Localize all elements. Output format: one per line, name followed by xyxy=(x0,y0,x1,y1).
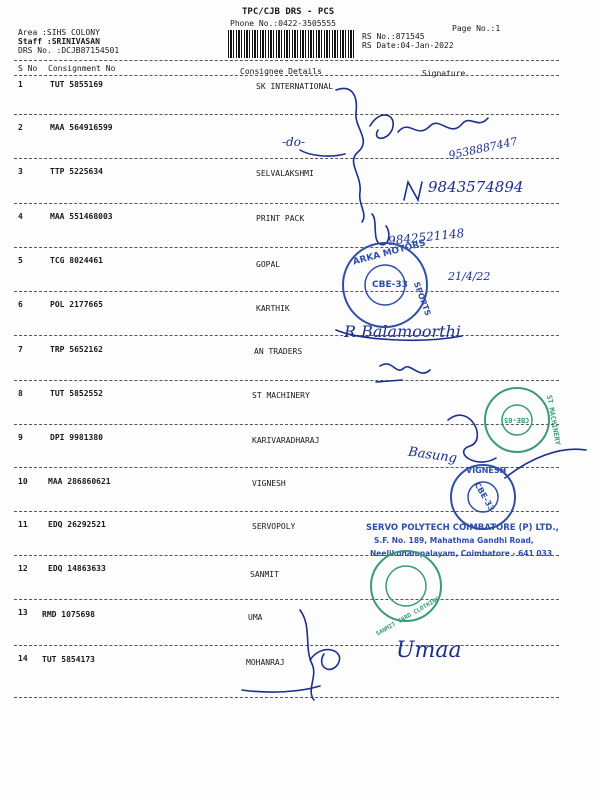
row-consignee-ditto: -do- xyxy=(282,135,306,149)
row-consignment: TRP 5652162 xyxy=(50,345,103,354)
signature-karthik: R.Balamoorthi xyxy=(344,322,462,341)
row-consignee: PRINT PACK xyxy=(256,214,305,223)
stamp-arka-top: ARKA MOTORS xyxy=(351,238,427,268)
stamp-arka-center: CBE-33 xyxy=(372,280,408,290)
stamp-vignesh-center: CBE-33 xyxy=(472,480,497,513)
handwritten-phone-2: 9843574894 xyxy=(428,178,524,196)
row-sno: 8 xyxy=(18,389,23,398)
handwritten-phone-1: 9538887447 xyxy=(447,134,519,163)
row-sno: 11 xyxy=(18,520,28,529)
row-consignment: DPI 9981380 xyxy=(50,433,103,442)
stamp-arka-side: SPORTS xyxy=(411,280,433,318)
signature-uma: Umaa xyxy=(396,638,462,663)
row-sno: 14 xyxy=(18,654,28,663)
rs-date: RS Date:04-Jan-2022 xyxy=(362,41,454,50)
page-number: Page No.:1 xyxy=(452,24,501,33)
vignesh-stamp xyxy=(448,462,518,532)
row-consignment: TCG 8024461 xyxy=(50,256,103,265)
row-sno: 5 xyxy=(18,256,23,265)
row-consignment: RMD 1075698 xyxy=(42,610,95,619)
handwritten-phone-3: 9842521148 xyxy=(387,226,465,248)
stamp-st-center: CBE-05 xyxy=(504,416,530,424)
col-signature: Signature xyxy=(422,69,466,78)
rs-number: RS No.:871545 xyxy=(362,32,425,41)
row-consignee: SERVOPOLY xyxy=(252,522,296,531)
st-machinery-stamp xyxy=(482,385,562,455)
row-consignment: TUT 5855169 xyxy=(50,80,103,89)
row-sno: 4 xyxy=(18,212,23,221)
row-consignment: TUT 5852552 xyxy=(50,389,103,398)
row-consignment: TTP 5225634 xyxy=(50,167,103,176)
row-sno: 6 xyxy=(18,300,23,309)
row-consignment: MAA 564916599 xyxy=(50,123,113,132)
stamp-servo-line2: S.F. No. 189, Mahathma Gandhi Road, xyxy=(374,536,534,545)
row-consignee: SK INTERNATIONAL xyxy=(256,82,334,91)
staff-label: Staff :SRINIVASAN xyxy=(18,37,100,46)
row-consignment: EDQ 26292521 xyxy=(48,520,106,529)
row-consignment: POL 2177665 xyxy=(50,300,103,309)
stamp-servo-line3: Neelikonampalayam, Coimbatore - 641 033 xyxy=(370,549,553,558)
arka-motorsports-stamp xyxy=(340,238,433,330)
signature-vignesh: Basung xyxy=(407,444,458,467)
col-consignee: Consignee Details xyxy=(240,67,322,76)
row-consignment: TUT 5854173 xyxy=(42,655,95,664)
drs-number: DRS No. :DCJB87154501 xyxy=(18,46,120,55)
row-consignee: AN TRADERS xyxy=(254,347,303,356)
row-consignee: VIGNESH xyxy=(252,479,286,488)
row-consignee: KARTHIK xyxy=(256,304,290,313)
row-sno: 9 xyxy=(18,433,23,442)
row-consignee: KARIVARADHARAJ xyxy=(252,436,320,445)
sanmit-stamp xyxy=(368,548,444,638)
stamp-sanmit-ring: SANMIT CARD CLOTHING xyxy=(374,595,441,638)
row-sno: 3 xyxy=(18,167,23,176)
row-consignee: SANMIT xyxy=(250,570,279,579)
row-sno: 2 xyxy=(18,123,23,132)
area-label: Area :SIHS COLONY xyxy=(18,28,100,37)
stamp-servo-line1: SERVO POLYTECH COIMBATORE (P) LTD., xyxy=(366,523,559,533)
row-sno: 7 xyxy=(18,345,23,354)
col-consignment: Consignment No xyxy=(48,64,116,73)
phone-number: Phone No.:0422-3505555 xyxy=(230,19,336,28)
handwritten-date: 21/4/22 xyxy=(448,270,491,283)
row-consignee: MOHANRAJ xyxy=(246,658,285,667)
row-consignee: SELVALAKSHMI xyxy=(256,169,314,178)
row-consignment: MAA 286860621 xyxy=(48,477,111,486)
row-consignee: UMA xyxy=(248,613,263,622)
sheet-title: TPC/CJB DRS - PCS xyxy=(242,7,335,17)
row-consignment: MAA 551468003 xyxy=(50,212,113,221)
row-sno: 10 xyxy=(18,477,28,486)
row-consignment: EDQ 14863633 xyxy=(48,564,106,573)
row-sno: 13 xyxy=(18,608,28,617)
row-consignee: GOPAL xyxy=(256,260,281,269)
col-sno: S No xyxy=(18,64,38,73)
stamp-vignesh-ring: VIGNESH xyxy=(466,466,507,475)
row-sno: 12 xyxy=(18,564,28,573)
row-sno: 1 xyxy=(18,80,23,89)
stamp-st-ring: ST MACHINERY xyxy=(544,394,562,446)
row-consignee: ST MACHINERY xyxy=(252,391,310,400)
